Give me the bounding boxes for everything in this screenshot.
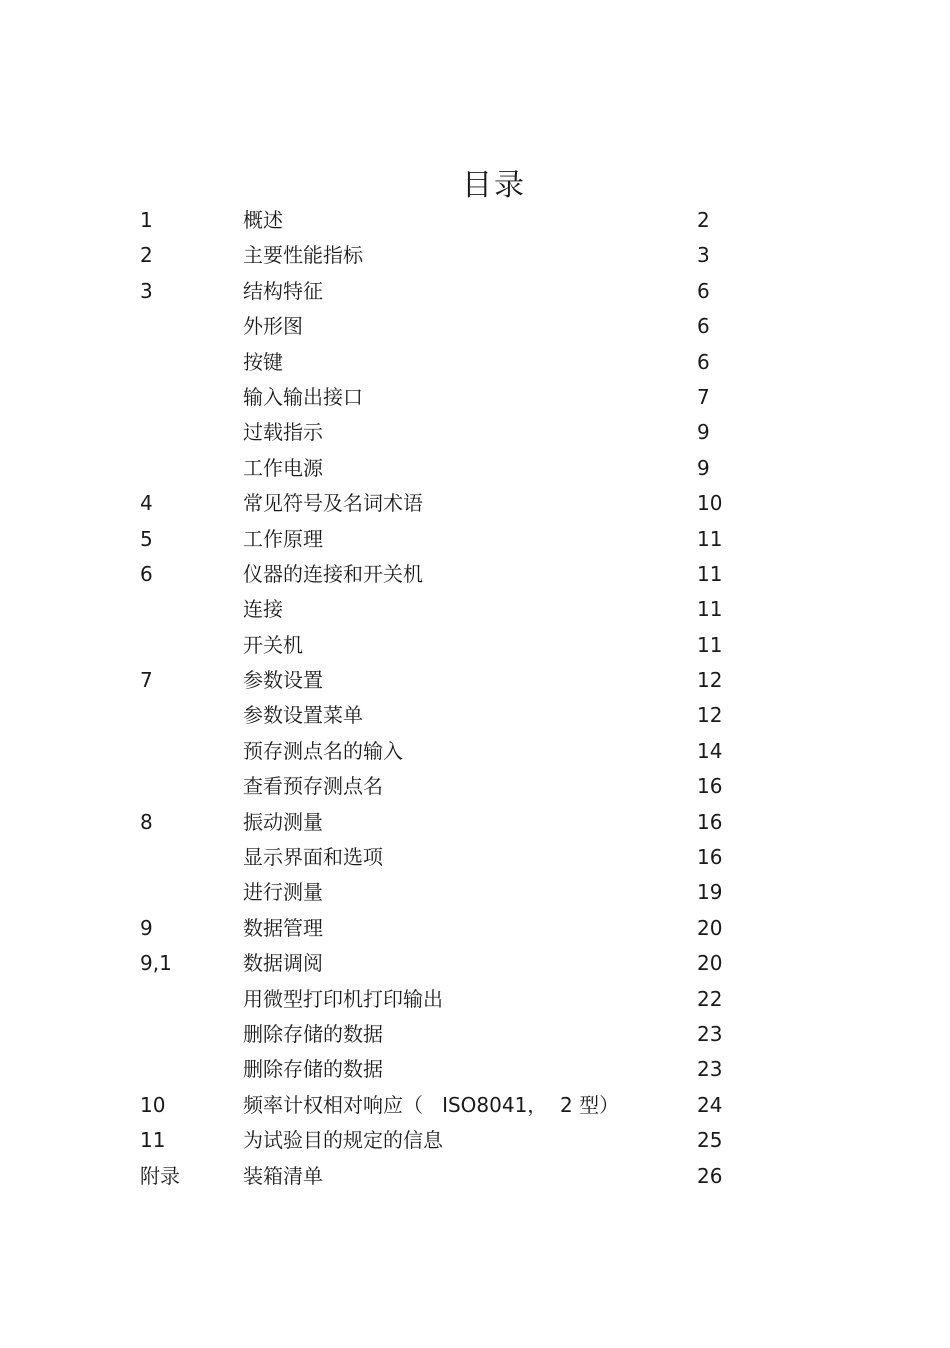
toc-entry-label: 工作原理 bbox=[243, 526, 323, 551]
toc-entry-label: 参数设置 bbox=[243, 668, 323, 693]
toc-entry-label: 工作电源 bbox=[243, 455, 323, 480]
toc-entry-page-number: 16 bbox=[697, 774, 723, 799]
toc-entry-label: 用微型打印机打印输出 bbox=[243, 986, 443, 1011]
toc-entry[interactable] bbox=[0, 380, 950, 415]
toc-entry-label: 数据调阅 bbox=[243, 951, 323, 976]
toc-entry-page-number: 23 bbox=[697, 1021, 723, 1046]
toc-entry[interactable] bbox=[0, 628, 950, 663]
toc-entry[interactable] bbox=[0, 840, 950, 875]
toc-entry-page-number: 14 bbox=[697, 738, 723, 763]
toc-entry-number: 6 bbox=[140, 561, 153, 586]
toc-entry-number: 附录 bbox=[140, 1163, 180, 1188]
toc-entry-page-number: 24 bbox=[697, 1092, 723, 1117]
toc-entry-page-number: 3 bbox=[697, 243, 710, 268]
toc-entry[interactable] bbox=[0, 1123, 950, 1158]
toc-entry[interactable] bbox=[0, 486, 950, 521]
toc-entry-number: 11 bbox=[140, 1128, 166, 1153]
toc-entry-page-number: 12 bbox=[697, 668, 723, 693]
toc-entry[interactable] bbox=[0, 698, 950, 733]
toc-entry-label: 参数设置菜单 bbox=[243, 703, 363, 728]
toc-entry[interactable] bbox=[0, 805, 950, 840]
toc-entry-page-number: 11 bbox=[697, 632, 723, 657]
toc-entry-label: 查看预存测点名 bbox=[243, 774, 383, 799]
toc-entry-label: 预存测点名的输入 bbox=[243, 738, 403, 763]
toc-entry-page-number: 23 bbox=[697, 1057, 723, 1082]
toc-entry-number: 2 bbox=[140, 243, 153, 268]
toc-entry-page-number: 16 bbox=[697, 845, 723, 870]
toc-entry-label: 概述 bbox=[243, 208, 283, 232]
toc-entry-number: 10 bbox=[140, 1092, 166, 1117]
toc-entry[interactable] bbox=[0, 203, 950, 238]
toc-entry-page-number: 16 bbox=[697, 809, 723, 834]
toc-entry-number: 3 bbox=[140, 278, 153, 303]
toc-entry[interactable] bbox=[0, 769, 950, 804]
toc-entry-label: 连接 bbox=[243, 597, 283, 622]
toc-entry-number: 7 bbox=[140, 668, 153, 693]
toc-entry-label: 过载指示 bbox=[243, 420, 323, 445]
toc-entry-label: 仪器的连接和开关机 bbox=[243, 561, 423, 586]
toc-entry-page-number: 26 bbox=[697, 1163, 723, 1188]
toc-entry-page-number: 12 bbox=[697, 703, 723, 728]
toc-entry-page-number: 22 bbox=[697, 986, 723, 1011]
toc-entry-number: 9,1 bbox=[140, 951, 172, 976]
toc-entry-page-number: 20 bbox=[697, 951, 723, 976]
toc-entry-page-number: 6 bbox=[697, 278, 710, 303]
toc-entry-number: 9 bbox=[140, 915, 153, 940]
toc-entry-label: 按键 bbox=[243, 349, 283, 374]
toc-entry-page-number: 6 bbox=[697, 349, 710, 374]
toc-entry[interactable] bbox=[0, 557, 950, 592]
toc-entry-label: 开关机 bbox=[243, 632, 303, 657]
toc-entry-page-number: 6 bbox=[697, 314, 710, 339]
toc-entry[interactable] bbox=[0, 911, 950, 946]
toc-entry[interactable] bbox=[0, 663, 950, 698]
toc-entry-page-number: 11 bbox=[697, 597, 723, 622]
toc-entry[interactable] bbox=[0, 415, 950, 450]
toc-entry-label: 删除存储的数据 bbox=[243, 1057, 383, 1082]
toc-entry-page-number: 9 bbox=[697, 420, 710, 445]
toc-entry-page-number: 11 bbox=[697, 561, 723, 586]
toc-entry-number: 5 bbox=[140, 526, 153, 551]
toc-entry[interactable] bbox=[0, 345, 950, 380]
toc-entry[interactable] bbox=[0, 309, 950, 344]
toc-entry[interactable] bbox=[0, 522, 950, 557]
toc-entry-label: 常见符号及名词术语 bbox=[243, 491, 423, 516]
toc-entry-label: 振动测量 bbox=[243, 809, 323, 834]
toc-entry-page-number: 20 bbox=[697, 915, 723, 940]
toc-entry[interactable] bbox=[0, 734, 950, 769]
toc-entry-page-number: 11 bbox=[697, 526, 723, 551]
toc-entry-page-number: 7 bbox=[697, 384, 710, 409]
toc-entry-label: 装箱清单 bbox=[243, 1163, 323, 1188]
toc-entry-label: 频率计权相对响应（ ISO8041， 2 型） bbox=[243, 1092, 620, 1117]
toc-entry-page-number: 19 bbox=[697, 880, 723, 905]
toc-entry-label: 主要性能指标 bbox=[243, 243, 363, 268]
toc-entry[interactable] bbox=[0, 274, 950, 309]
toc-entry-page-number: 10 bbox=[697, 491, 723, 516]
toc-entry-label: 显示界面和选项 bbox=[243, 845, 383, 870]
toc-entry[interactable] bbox=[0, 875, 950, 910]
toc-entry-label: 为试验目的规定的信息 bbox=[243, 1128, 443, 1153]
page-title: 目录 bbox=[462, 168, 526, 204]
toc-entry-number: 8 bbox=[140, 809, 153, 834]
toc-entry[interactable] bbox=[0, 1088, 950, 1123]
toc-entry[interactable] bbox=[0, 1052, 950, 1087]
toc-entry-label: 结构特征 bbox=[243, 278, 323, 303]
toc-entry[interactable] bbox=[0, 1017, 950, 1052]
toc-entry-number: 1 bbox=[140, 208, 153, 232]
toc-entry-page-number: 9 bbox=[697, 455, 710, 480]
toc-entry[interactable] bbox=[0, 982, 950, 1017]
toc-entry[interactable] bbox=[0, 238, 950, 273]
toc-entry-label: 外形图 bbox=[243, 314, 303, 339]
toc-entry-page-number: 25 bbox=[697, 1128, 723, 1153]
toc-entry-label: 数据管理 bbox=[243, 915, 323, 940]
toc-entry-number: 4 bbox=[140, 491, 153, 516]
toc-entry-label: 进行测量 bbox=[243, 880, 323, 905]
toc-entry-page-number: 2 bbox=[697, 208, 710, 232]
toc-entry[interactable] bbox=[0, 592, 950, 627]
toc-entry[interactable] bbox=[0, 451, 950, 486]
toc-entry[interactable] bbox=[0, 1159, 950, 1194]
table-of-contents bbox=[0, 203, 950, 1194]
toc-entry[interactable] bbox=[0, 946, 950, 981]
toc-entry-label: 删除存储的数据 bbox=[243, 1021, 383, 1046]
toc-entry-label: 输入输出接口 bbox=[243, 384, 363, 409]
